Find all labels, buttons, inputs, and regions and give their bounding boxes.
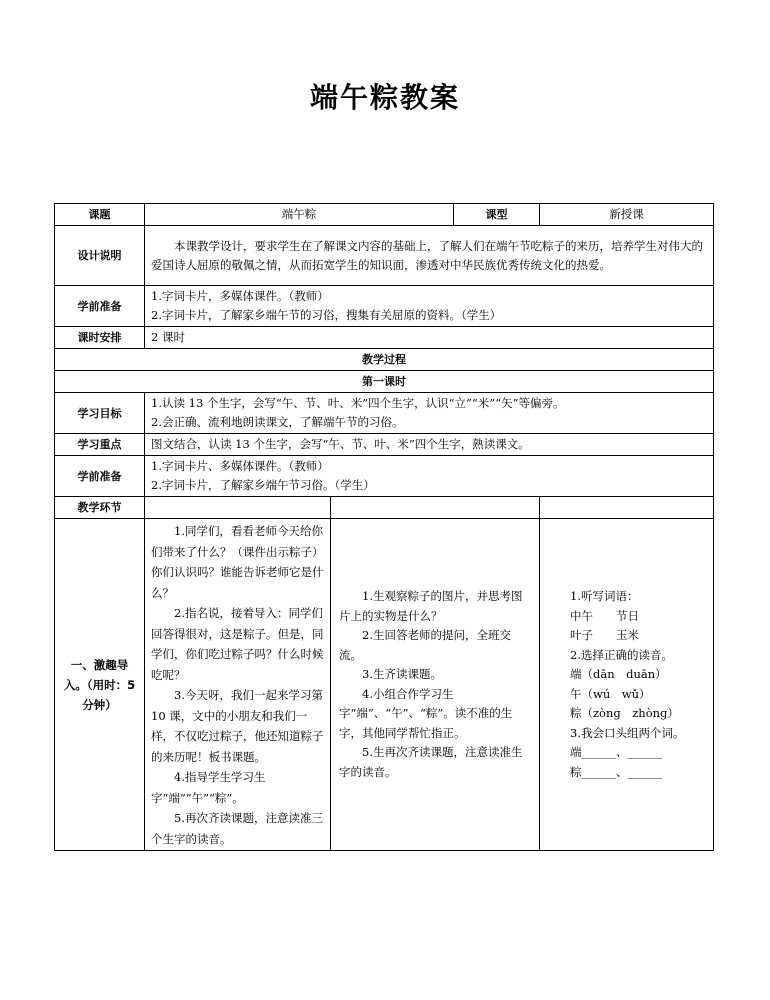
step1-student-4: 4.小组合作学习生字“端”、“午”、“粽”。读不准的生字，其他同学帮忙指正。 xyxy=(339,686,513,740)
step1-teacher-2: 2.指名说，接着导入：同学们回答得很对，这是粽子。但是，同学们，你们吃过粽子吗？什么时候吃呢？ xyxy=(151,606,324,682)
goals-label: 学习目标 xyxy=(55,393,145,434)
schedule-value: 2 课时 xyxy=(145,327,714,349)
design-text: 本课教学设计，要求学生在了解课文内容的基础上，了解人们在端午节吃粽子的来历，培养学生对伟大的爱国诗人屈原的敬佩之情，从而拓宽学生的知识面，渗透对中华民族优秀传统文化的热爱。 xyxy=(151,238,703,272)
row-topic xyxy=(55,204,714,226)
step1-practice-3: 叶子 玉米 xyxy=(570,628,639,642)
preparation-line-1: 1.字词卡片，多媒体课件。（教师） xyxy=(151,289,329,303)
row-design xyxy=(55,226,714,286)
step1-student-cell xyxy=(331,519,540,851)
design-label: 设计说明 xyxy=(55,226,145,286)
step1-practice-1: 1.听写词语： xyxy=(570,589,639,603)
preparation-line-2: 2.字词卡片，了解家乡端午节的习俗，搜集有关屈原的资料。（学生） xyxy=(151,308,502,322)
step1-practice-2: 中午 节日 xyxy=(570,608,639,623)
step1-practice-5: 端（dān duān） xyxy=(570,667,667,681)
step1-teacher-3: 3.今天呀，我们一起来学习第 10 课，文中的小朋友和我们一样，不仅吃过粽子，他还知道粽子的来历呢！板书课题。 xyxy=(151,688,324,764)
row-preparation-2 xyxy=(55,456,714,497)
schedule-label: 课时安排 xyxy=(55,327,145,349)
row-schedule xyxy=(55,327,714,349)
topic-label: 课题 xyxy=(55,204,145,226)
row-steps-header xyxy=(55,497,714,519)
step1-practice-9: 端______、______ xyxy=(570,745,662,759)
design-text-cell xyxy=(145,226,714,286)
row-focus xyxy=(55,434,714,456)
step1-student-3: 3.生齐读课题。 xyxy=(362,667,442,681)
focus-value: 图文结合，认读 13 个生字，会写“午、节、叶、米”四个生字，熟读课文。 xyxy=(145,434,714,456)
row-first-lesson-heading xyxy=(55,371,714,393)
step1-teacher-cell xyxy=(145,519,331,851)
step1-practice-6: 午（wú wǔ） xyxy=(570,686,651,701)
row-step-1 xyxy=(55,519,714,851)
goals-cell xyxy=(145,393,714,434)
goals-line-2: 2.会正确、流利地朗读课文，了解端午节的习俗。 xyxy=(151,415,404,429)
topic-value: 端午粽 xyxy=(145,204,454,226)
preparation-label: 学前准备 xyxy=(55,286,145,327)
preparation2-line-2: 2.字词卡片，了解家乡端午节习俗。（学生） xyxy=(151,478,375,492)
step1-student-1: 1.生观察粽子的图片，并思考图片上的实物是什么？ xyxy=(339,589,523,623)
step1-teacher-4: 4.指导学生学习生字“端”“午”“粽”。 xyxy=(151,770,266,805)
step1-label: 一、激趣导入。（用时：5 分钟） xyxy=(55,519,145,851)
step1-practice-8: 3.我会口头组两个词。 xyxy=(570,725,685,740)
row-process-heading xyxy=(55,349,714,371)
process-heading: 教学过程 xyxy=(55,349,714,371)
preparation2-cell xyxy=(145,456,714,497)
goals-line-1: 1.认读 13 个生字，会写“午、节、叶、米”四个生字，认识“立”“米”“矢”等偏旁。 xyxy=(151,396,565,410)
step1-practice-7: 粽（zònɡ zhònɡ） xyxy=(570,706,679,720)
step1-teacher-1: 1.同学们，看看老师今天给你们带来了什么？（课件出示粽子）你们认识吗？谁能告诉老师它是什么？ xyxy=(151,524,324,600)
steps-label: 教学环节 xyxy=(55,497,145,519)
preparation2-label: 学前准备 xyxy=(55,456,145,497)
row-preparation xyxy=(55,286,714,327)
type-label: 课型 xyxy=(454,204,540,226)
row-goals xyxy=(55,393,714,434)
steps-header-student xyxy=(331,497,540,519)
first-lesson-heading: 第一课时 xyxy=(55,371,714,393)
lesson-plan-table xyxy=(54,203,714,851)
steps-header-teacher xyxy=(145,497,331,519)
page-title: 端午粽教案 xyxy=(309,81,460,114)
step1-practice-10: 粽______、______ xyxy=(570,764,662,779)
step1-student-2: 2.生回答老师的提问，全班交流。 xyxy=(339,628,511,662)
type-value: 新授课 xyxy=(540,204,714,226)
step1-practice-cell xyxy=(540,519,714,851)
step1-teacher-5: 5.再次齐读课题，注意读准三个生字的读音。 xyxy=(151,811,323,846)
preparation-cell xyxy=(145,286,714,327)
step1-student-5: 5.生再次齐读课题，注意读准生字的读音。 xyxy=(339,745,523,779)
focus-label: 学习重点 xyxy=(55,434,145,456)
step1-practice-4: 2.选择正确的读音。 xyxy=(570,647,673,662)
preparation2-line-1: 1.字词卡片、多媒体课件。（教师） xyxy=(151,459,329,473)
steps-header-practice xyxy=(540,497,714,519)
